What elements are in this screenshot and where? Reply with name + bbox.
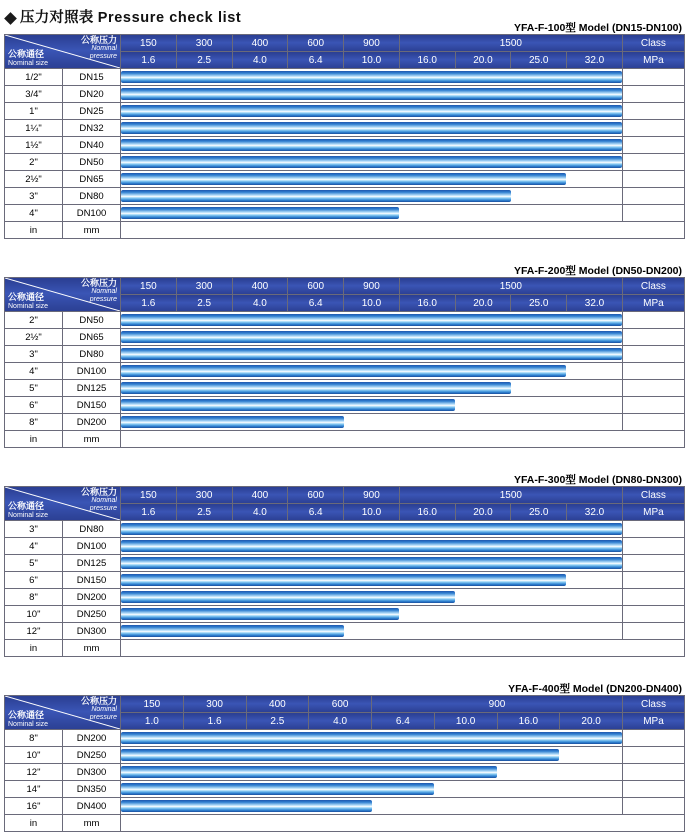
pressure-range-bar xyxy=(121,331,622,343)
table-corner-header xyxy=(5,487,121,521)
pressure-value-header: 16.0 xyxy=(497,713,560,730)
table-row xyxy=(5,188,685,205)
row-size-dn: DN300 xyxy=(63,623,121,640)
unit-in: in xyxy=(5,222,63,239)
table-unit-row xyxy=(5,640,685,657)
pressure-table-block-200 xyxy=(4,263,684,448)
row-size-inch: 10" xyxy=(5,606,63,623)
nominal-pressure-label: 公称压力 Nominal pressure xyxy=(80,487,117,512)
pressure-range-bar-cell xyxy=(121,589,623,606)
row-class-cell xyxy=(622,589,684,606)
pressure-range-bar xyxy=(121,365,566,377)
pressure-range-bar-cell xyxy=(121,380,623,397)
class-header-cell: 600 xyxy=(309,696,372,713)
row-size-dn: DN150 xyxy=(63,572,121,589)
table-row xyxy=(5,171,685,188)
page-title-en: Pressure check list xyxy=(97,10,242,26)
row-class-cell xyxy=(622,572,684,589)
pressure-range-bar xyxy=(121,139,622,151)
table-row xyxy=(5,137,685,154)
pressure-range-bar-cell xyxy=(121,154,623,171)
pressure-table-200 xyxy=(4,277,685,448)
row-size-dn: DN100 xyxy=(63,205,121,222)
row-class-cell xyxy=(622,69,684,86)
pressure-range-bar xyxy=(121,540,622,552)
row-size-inch: 5" xyxy=(5,380,63,397)
table-row xyxy=(5,781,685,798)
row-size-dn: DN125 xyxy=(63,555,121,572)
row-size-inch: 2" xyxy=(5,312,63,329)
row-size-inch: 3" xyxy=(5,521,63,538)
row-size-dn: DN125 xyxy=(63,380,121,397)
row-size-dn: DN200 xyxy=(63,730,121,747)
table-row xyxy=(5,205,685,222)
row-size-inch: 1" xyxy=(5,103,63,120)
table-row xyxy=(5,538,685,555)
class-header-cell: 300 xyxy=(176,487,232,504)
nominal-pressure-label: 公称压力 Nominal pressure xyxy=(80,278,117,303)
row-size-inch: 12" xyxy=(5,623,63,640)
pressure-range-bar-cell xyxy=(121,747,623,764)
pressure-range-bar-cell xyxy=(121,798,623,815)
row-class-cell xyxy=(623,764,685,781)
row-size-dn: DN50 xyxy=(63,154,121,171)
row-size-dn: DN200 xyxy=(63,589,121,606)
row-class-cell xyxy=(622,154,684,171)
pressure-range-bar-cell xyxy=(121,205,623,222)
pressure-range-bar xyxy=(121,732,622,744)
class-header-cell: 900 xyxy=(344,487,400,504)
table-unit-row xyxy=(5,222,685,239)
pressure-range-bar xyxy=(121,348,622,360)
class-header-cell: 600 xyxy=(288,487,344,504)
pressure-range-bar xyxy=(121,105,622,117)
row-class-cell xyxy=(622,606,684,623)
pressure-range-bar-cell xyxy=(121,312,623,329)
pressure-value-header: 1.6 xyxy=(121,295,177,312)
nominal-size-label: 公称通径 Nominal size xyxy=(8,49,49,67)
class-header-cell: 150 xyxy=(121,35,177,52)
pressure-range-bar-cell xyxy=(121,171,623,188)
row-size-dn: DN80 xyxy=(63,188,121,205)
row-size-dn: DN400 xyxy=(63,798,121,815)
pressure-range-bar xyxy=(121,557,622,569)
pressure-value-header: 32.0 xyxy=(567,504,623,521)
pressure-value-header: 10.0 xyxy=(344,504,400,521)
row-size-inch: 5" xyxy=(5,555,63,572)
row-class-cell xyxy=(622,205,684,222)
class-unit-header: Class xyxy=(622,487,684,504)
unit-in: in xyxy=(5,815,63,832)
row-class-cell xyxy=(622,103,684,120)
pressure-table-block-100 xyxy=(4,20,684,239)
pressure-value-header: 1.6 xyxy=(121,52,177,69)
table-unit-row xyxy=(5,815,685,832)
row-size-inch: 6" xyxy=(5,397,63,414)
row-size-inch: 2" xyxy=(5,154,63,171)
row-size-dn: DN80 xyxy=(63,521,121,538)
row-size-dn: DN200 xyxy=(63,414,121,431)
pressure-range-bar xyxy=(121,207,399,219)
row-size-inch: 8" xyxy=(5,730,63,747)
row-size-dn: DN100 xyxy=(63,538,121,555)
pressure-range-bar-cell xyxy=(121,397,623,414)
pressure-value-header: 2.5 xyxy=(176,295,232,312)
pressure-value-header: 20.0 xyxy=(560,713,623,730)
unit-in: in xyxy=(5,431,63,448)
pressure-value-header: 10.0 xyxy=(344,52,400,69)
pressure-value-header: 25.0 xyxy=(511,295,567,312)
class-header-cell: 400 xyxy=(232,487,288,504)
pressure-value-header: 32.0 xyxy=(567,295,623,312)
row-size-dn: DN20 xyxy=(63,86,121,103)
pressure-range-bar-cell xyxy=(121,538,623,555)
pressure-value-header: 20.0 xyxy=(455,52,511,69)
row-size-inch: 3/4" xyxy=(5,86,63,103)
pressure-value-header: 6.4 xyxy=(288,295,344,312)
pressure-range-bar-cell xyxy=(121,521,623,538)
pressure-value-header: 16.0 xyxy=(399,295,455,312)
row-size-inch: 4" xyxy=(5,205,63,222)
class-header-cell: 150 xyxy=(121,278,177,295)
row-size-dn: DN300 xyxy=(63,764,121,781)
pressure-range-bar xyxy=(121,382,511,394)
class-header-cell: 300 xyxy=(183,696,246,713)
table-row xyxy=(5,555,685,572)
class-header-cell: 400 xyxy=(232,35,288,52)
row-class-cell xyxy=(623,730,685,747)
row-size-inch: 8" xyxy=(5,414,63,431)
pressure-value-header: 16.0 xyxy=(399,504,455,521)
table-row xyxy=(5,730,685,747)
pressure-range-bar-cell xyxy=(121,414,623,431)
table-row xyxy=(5,380,685,397)
row-class-cell xyxy=(622,171,684,188)
pressure-value-header: 6.4 xyxy=(288,504,344,521)
unit-blank-cell xyxy=(121,815,685,832)
pressure-value-header: 1.0 xyxy=(121,713,184,730)
table-row xyxy=(5,397,685,414)
class-header-cell: 150 xyxy=(121,696,184,713)
row-size-dn: DN350 xyxy=(63,781,121,798)
unit-blank-cell xyxy=(121,431,685,448)
pressure-range-bar-cell xyxy=(121,781,623,798)
row-size-inch: 10" xyxy=(5,747,63,764)
class-header-cell: 900 xyxy=(372,696,623,713)
row-class-cell xyxy=(622,363,684,380)
pressure-value-header: 2.5 xyxy=(176,52,232,69)
row-size-inch: 6" xyxy=(5,572,63,589)
class-unit-header: Class xyxy=(623,696,685,713)
class-header-cell: 300 xyxy=(176,35,232,52)
row-size-inch: 4" xyxy=(5,538,63,555)
table-row xyxy=(5,346,685,363)
pressure-value-header: 25.0 xyxy=(511,504,567,521)
nominal-pressure-label: 公称压力 Nominal pressure xyxy=(80,35,117,60)
class-header-cell: 900 xyxy=(344,278,400,295)
model-label-200: YFA-F-200型 Model (DN50-DN200) xyxy=(513,265,682,277)
pressure-value-header: 25.0 xyxy=(511,52,567,69)
table-unit-row xyxy=(5,431,685,448)
pressure-range-bar xyxy=(121,399,455,411)
row-class-cell xyxy=(623,747,685,764)
pressure-range-bar xyxy=(121,800,372,812)
pressure-range-bar-cell xyxy=(121,120,623,137)
row-size-inch: 4" xyxy=(5,363,63,380)
pressure-range-bar xyxy=(121,625,344,637)
class-header-cell: 1500 xyxy=(399,278,622,295)
table-row xyxy=(5,103,685,120)
row-size-dn: DN250 xyxy=(63,606,121,623)
class-header-cell: 600 xyxy=(288,278,344,295)
class-unit-header: Class xyxy=(622,35,684,52)
row-class-cell xyxy=(622,380,684,397)
table-row xyxy=(5,521,685,538)
row-size-inch: 1½" xyxy=(5,137,63,154)
mpa-unit-header: MPa xyxy=(622,52,684,69)
pressure-value-header: 1.6 xyxy=(183,713,246,730)
unit-mm: mm xyxy=(63,640,121,657)
row-class-cell xyxy=(622,329,684,346)
pressure-range-bar-cell xyxy=(121,346,623,363)
row-class-cell xyxy=(622,397,684,414)
pressure-value-header: 16.0 xyxy=(399,52,455,69)
pressure-value-header: 32.0 xyxy=(567,52,623,69)
pressure-value-header: 6.4 xyxy=(288,52,344,69)
mpa-unit-header: MPa xyxy=(622,295,684,312)
pressure-range-bar xyxy=(121,190,511,202)
nominal-size-label: 公称通径 Nominal size xyxy=(8,710,49,728)
table-corner-header xyxy=(5,278,121,312)
pressure-range-bar xyxy=(121,523,622,535)
mpa-unit-header: MPa xyxy=(623,713,685,730)
nominal-size-label: 公称通径 Nominal size xyxy=(8,501,49,519)
pressure-range-bar-cell xyxy=(121,623,623,640)
row-size-dn: DN15 xyxy=(63,69,121,86)
unit-mm: mm xyxy=(63,222,121,239)
pressure-range-bar-cell xyxy=(121,363,623,380)
row-size-dn: DN25 xyxy=(63,103,121,120)
table-row xyxy=(5,329,685,346)
pressure-range-bar xyxy=(121,574,566,586)
row-size-inch: 16" xyxy=(5,798,63,815)
table-row xyxy=(5,798,685,815)
row-class-cell xyxy=(622,312,684,329)
pressure-value-header: 20.0 xyxy=(455,295,511,312)
pressure-range-bar xyxy=(121,71,622,83)
pressure-value-header: 4.0 xyxy=(232,52,288,69)
pressure-range-bar xyxy=(121,749,559,761)
row-size-dn: DN65 xyxy=(63,329,121,346)
pressure-range-bar xyxy=(121,416,344,428)
pressure-value-header: 20.0 xyxy=(455,504,511,521)
unit-mm: mm xyxy=(63,815,121,832)
pressure-value-header: 4.0 xyxy=(232,504,288,521)
row-class-cell xyxy=(623,781,685,798)
table-row xyxy=(5,86,685,103)
pressure-range-bar xyxy=(121,608,399,620)
row-size-inch: 2½" xyxy=(5,171,63,188)
pressure-range-bar-cell xyxy=(121,86,623,103)
pressure-range-bar-cell xyxy=(121,764,623,781)
model-label-100: YFA-F-100型 Model (DN15-DN100) xyxy=(513,22,682,34)
class-header-cell: 400 xyxy=(246,696,309,713)
class-header-cell: 1500 xyxy=(399,35,622,52)
row-class-cell xyxy=(622,414,684,431)
pressure-table-300 xyxy=(4,486,685,657)
row-size-inch: 3" xyxy=(5,188,63,205)
table-row xyxy=(5,120,685,137)
row-size-dn: DN50 xyxy=(63,312,121,329)
page-title-zh: 压力对照表 xyxy=(20,10,94,26)
row-size-dn: DN100 xyxy=(63,363,121,380)
class-unit-header: Class xyxy=(622,278,684,295)
pressure-range-bar-cell xyxy=(121,606,623,623)
pressure-table-400 xyxy=(4,695,685,832)
row-size-dn: DN250 xyxy=(63,747,121,764)
pressure-value-header: 1.6 xyxy=(121,504,177,521)
pressure-range-bar xyxy=(121,766,497,778)
row-size-inch: 12" xyxy=(5,764,63,781)
row-class-cell xyxy=(622,521,684,538)
row-size-inch: 8" xyxy=(5,589,63,606)
table-row xyxy=(5,363,685,380)
table-row xyxy=(5,606,685,623)
pressure-value-header: 2.5 xyxy=(246,713,309,730)
table-corner-header xyxy=(5,696,121,730)
nominal-size-label: 公称通径 Nominal size xyxy=(8,292,49,310)
pressure-range-bar xyxy=(121,783,434,795)
pressure-range-bar xyxy=(121,591,455,603)
row-class-cell xyxy=(622,86,684,103)
unit-blank-cell xyxy=(121,640,685,657)
pressure-range-bar-cell xyxy=(121,572,623,589)
pressure-value-header: 6.4 xyxy=(372,713,435,730)
pressure-value-header: 4.0 xyxy=(309,713,372,730)
unit-mm: mm xyxy=(63,431,121,448)
row-size-inch: 1¼" xyxy=(5,120,63,137)
pressure-range-bar xyxy=(121,156,622,168)
row-size-dn: DN150 xyxy=(63,397,121,414)
table-row xyxy=(5,312,685,329)
pressure-range-bar-cell xyxy=(121,329,623,346)
class-header-cell: 300 xyxy=(176,278,232,295)
class-header-cell: 400 xyxy=(232,278,288,295)
row-size-inch: 3" xyxy=(5,346,63,363)
row-class-cell xyxy=(622,188,684,205)
class-header-cell: 1500 xyxy=(399,487,622,504)
mpa-unit-header: MPa xyxy=(622,504,684,521)
row-size-dn: DN80 xyxy=(63,346,121,363)
row-size-dn: DN40 xyxy=(63,137,121,154)
class-header-cell: 600 xyxy=(288,35,344,52)
pressure-range-bar-cell xyxy=(121,555,623,572)
table-row xyxy=(5,589,685,606)
row-class-cell xyxy=(622,623,684,640)
unit-in: in xyxy=(5,640,63,657)
row-size-inch: 14" xyxy=(5,781,63,798)
pressure-table-block-400 xyxy=(4,681,684,832)
pressure-range-bar-cell xyxy=(121,730,623,747)
table-row xyxy=(5,69,685,86)
pressure-table-block-300 xyxy=(4,472,684,657)
pressure-range-bar xyxy=(121,173,566,185)
nominal-pressure-label: 公称压力 Nominal pressure xyxy=(80,696,117,721)
model-label-400: YFA-F-400型 Model (DN200-DN400) xyxy=(508,683,682,695)
row-size-inch: 2½" xyxy=(5,329,63,346)
table-row xyxy=(5,747,685,764)
pressure-value-header: 2.5 xyxy=(176,504,232,521)
class-header-cell: 150 xyxy=(121,487,177,504)
table-row xyxy=(5,623,685,640)
model-label-300: YFA-F-300型 Model (DN80-DN300) xyxy=(513,474,682,486)
row-class-cell xyxy=(623,798,685,815)
table-row xyxy=(5,572,685,589)
table-row xyxy=(5,764,685,781)
pressure-table-100 xyxy=(4,34,685,239)
table-row xyxy=(5,154,685,171)
unit-blank-cell xyxy=(121,222,685,239)
pressure-range-bar-cell xyxy=(121,188,623,205)
row-class-cell xyxy=(622,555,684,572)
pressure-range-bar xyxy=(121,88,622,100)
row-class-cell xyxy=(622,538,684,555)
row-size-dn: DN65 xyxy=(63,171,121,188)
row-class-cell xyxy=(622,346,684,363)
pressure-value-header: 4.0 xyxy=(232,295,288,312)
pressure-range-bar-cell xyxy=(121,69,623,86)
table-corner-header xyxy=(5,35,121,69)
pressure-range-bar-cell xyxy=(121,137,623,154)
pressure-range-bar xyxy=(121,314,622,326)
row-size-dn: DN32 xyxy=(63,120,121,137)
row-class-cell xyxy=(622,120,684,137)
pressure-range-bar-cell xyxy=(121,103,623,120)
row-class-cell xyxy=(622,137,684,154)
class-header-cell: 900 xyxy=(344,35,400,52)
pressure-value-header: 10.0 xyxy=(344,295,400,312)
table-row xyxy=(5,414,685,431)
pressure-value-header: 10.0 xyxy=(434,713,497,730)
pressure-range-bar xyxy=(121,122,622,134)
row-size-inch: 1/2" xyxy=(5,69,63,86)
